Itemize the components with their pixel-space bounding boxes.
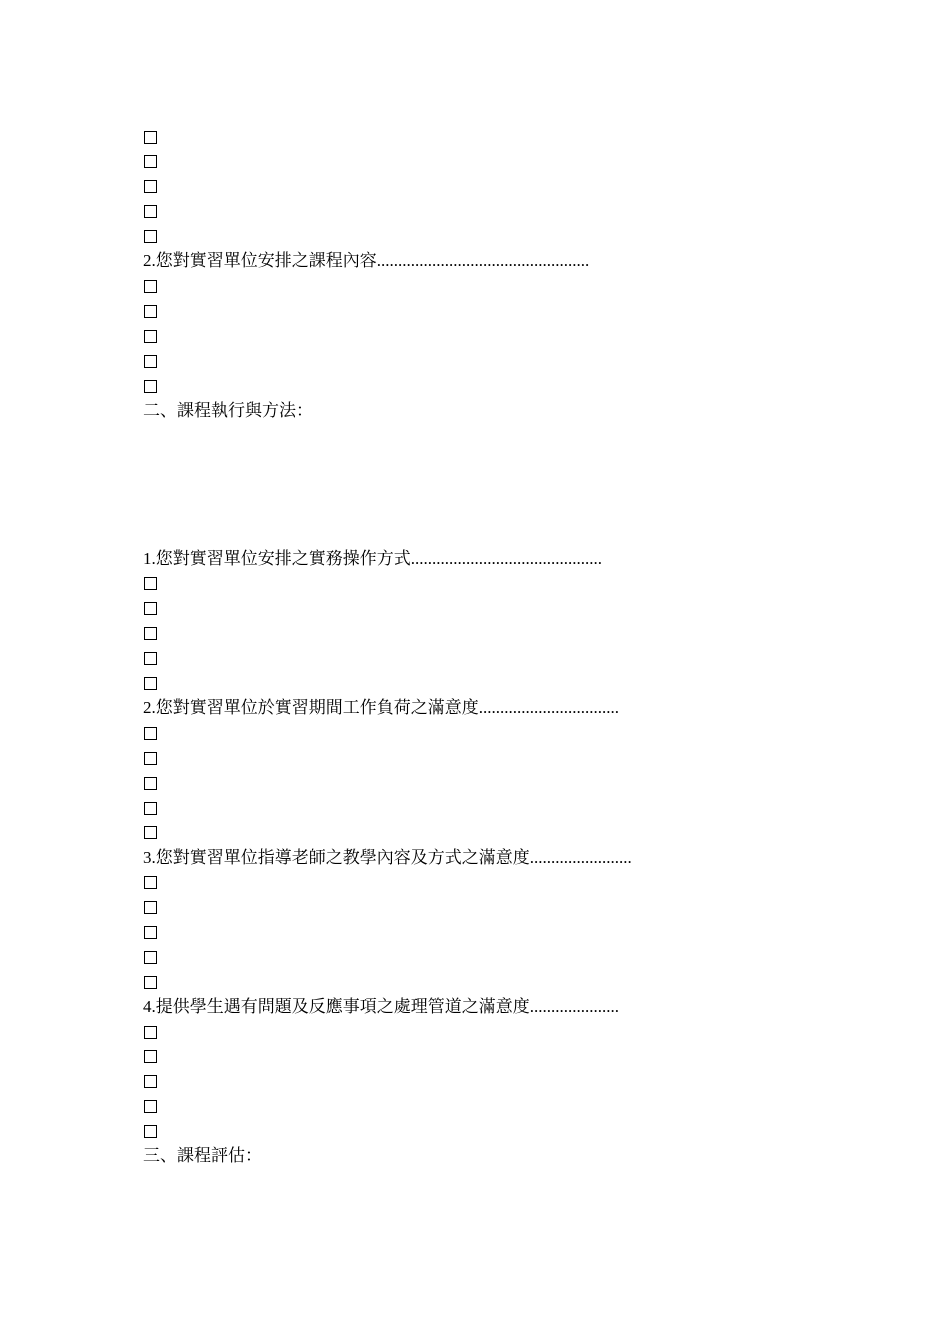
checkbox-row [143,150,843,175]
checkbox[interactable] [144,826,157,839]
checkbox-row [143,746,843,771]
checkbox-row [143,647,843,672]
checkbox[interactable] [144,802,157,815]
checkbox-row [143,871,843,896]
checkbox-row [143,796,843,821]
checkbox[interactable] [144,602,157,615]
checkbox[interactable] [144,180,157,193]
checkbox[interactable] [144,976,157,989]
section-2-block [143,547,843,1169]
checkbox[interactable] [144,1125,157,1138]
checkbox[interactable] [144,951,157,964]
checkbox[interactable] [144,777,157,790]
checkbox[interactable] [144,627,157,640]
section-3-heading: 三、課程評估： [143,1146,262,1166]
checkbox[interactable] [144,876,157,889]
question-2-1: 1.您對實習單位安排之實務操作方式............................................. [143,549,602,568]
checkbox[interactable] [144,305,157,318]
checkbox-row [143,1045,843,1070]
checkbox[interactable] [144,652,157,665]
checkbox-row [143,200,843,225]
checkbox[interactable] [144,330,157,343]
checkbox[interactable] [144,901,157,914]
checkbox-row [143,299,843,324]
checkbox-row [143,597,843,622]
section-2-heading: 二、課程執行與方法： [143,400,313,420]
checkbox-row [143,349,843,374]
checkbox-row [143,572,843,597]
checkbox[interactable] [144,577,157,590]
checkbox-row [143,1119,843,1144]
checkbox[interactable] [144,155,157,168]
checkbox-row [143,771,843,796]
checkbox[interactable] [144,355,157,368]
checkbox-row [143,324,843,349]
checkbox-row [143,125,843,150]
checkbox-row [143,945,843,970]
checkbox-row [143,374,843,399]
checkbox[interactable] [144,280,157,293]
checkbox-row [143,671,843,696]
checkbox-row [143,721,843,746]
checkbox-row [143,175,843,200]
checkbox[interactable] [144,677,157,690]
checkbox[interactable] [144,230,157,243]
checkbox[interactable] [144,1026,157,1039]
checkbox-row [143,895,843,920]
question-2-2: 2.您對實習單位於實習期間工作負荷之滿意度................................. [143,698,619,718]
checkbox[interactable] [144,926,157,939]
checkbox[interactable] [144,380,157,393]
section-1-block [143,125,843,424]
checkbox-row [143,970,843,995]
checkbox-row [143,1095,843,1120]
checkbox-row [143,1070,843,1095]
checkbox[interactable] [144,131,157,144]
checkbox[interactable] [144,1075,157,1088]
checkbox[interactable] [144,752,157,765]
checkbox[interactable] [144,727,157,740]
checkbox-row [143,225,843,250]
checkbox-row [143,274,843,299]
checkbox[interactable] [144,205,157,218]
question-1-2: 2.您對實習單位安排之課程內容.................................................. [143,251,590,271]
checkbox-row [143,1020,843,1045]
checkbox-row [143,821,843,846]
checkbox[interactable] [144,1050,157,1063]
question-2-4: 4.提供學生遇有問題及反應事項之處理管道之滿意度..................... [143,997,619,1017]
checkbox-row [143,622,843,647]
checkbox-row [143,920,843,945]
checkbox[interactable] [144,1100,157,1113]
question-2-3: 3.您對實習單位指導老師之教學內容及方式之滿意度........................ [143,847,632,867]
